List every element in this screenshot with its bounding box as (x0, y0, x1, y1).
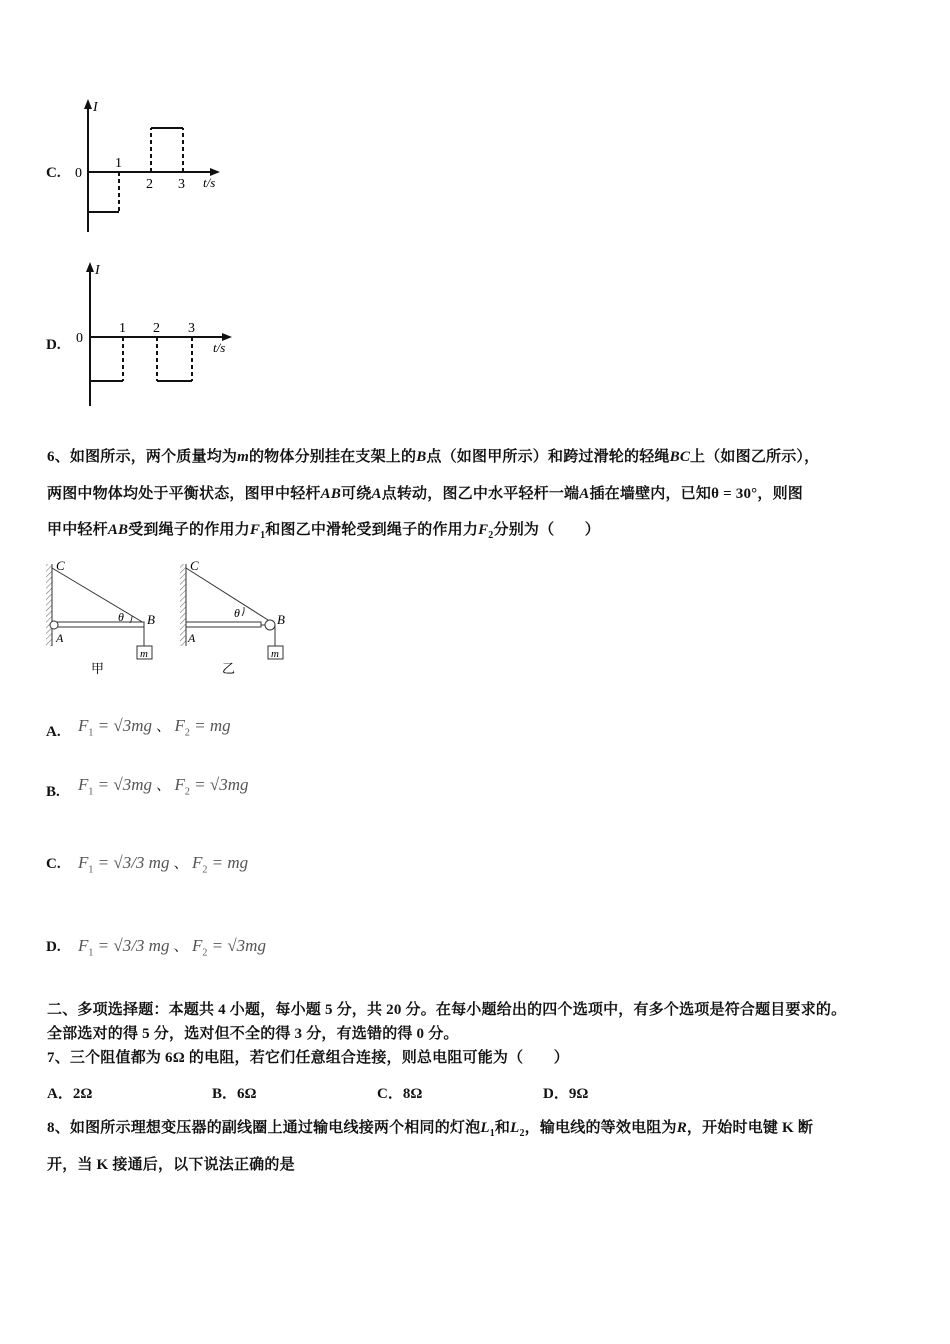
text: 两图中物体均处于平衡状态，图甲中轻杆 (47, 486, 321, 502)
var-b: B (416, 449, 427, 465)
section2-heading-line1: 二、多项选择题：本题共 4 小题，每小题 5 分，共 20 分。在每小题给出的四个选项中，有多个选项是符合题目要求的。 (47, 1002, 847, 1018)
var-f2: F (478, 522, 489, 538)
q6-option-a-formula: $F_1 = √3mg$ 、 $F_2$ = mg (78, 716, 231, 739)
text: 和图乙中滑轮受到绳子的作用力 (265, 522, 479, 538)
text: 点转动，图乙中水平轻杆一端 (381, 486, 580, 502)
label-b: B (147, 612, 155, 627)
var-a: A (371, 486, 382, 502)
label-c: C (190, 558, 199, 573)
q6-stem-line1 (47, 445, 819, 466)
option-d-graph (60, 258, 240, 410)
q6-figures (44, 556, 314, 681)
tick-2: 2 (146, 177, 153, 192)
q6-option-b-label[interactable]: B. (46, 784, 60, 800)
var-r: R (676, 1120, 687, 1136)
f2-value: √3mg (227, 936, 266, 955)
label-m: m (271, 648, 279, 660)
option-d-label: D. (46, 337, 61, 353)
theta-value: θ = 30° (711, 486, 758, 502)
text: 受到绳子的作用力 (128, 522, 250, 538)
x-axis-label: t/s (203, 175, 216, 190)
q8-stem-line2: 开，当 K 接通后，以下说法正确的是 (47, 1157, 295, 1173)
text: ，输电线的等效电阻为 (524, 1120, 677, 1136)
text: 点（如图甲所示）和跨过滑轮的轻绳 (426, 449, 670, 465)
separator: 、 (173, 857, 188, 872)
var-ab: AB (107, 522, 129, 538)
caption-jia: 甲 (91, 661, 105, 676)
var-bc: BC (669, 449, 691, 465)
f1-value: √3mg (113, 775, 152, 794)
f1-value: √3/3 mg (113, 853, 170, 872)
f1-value: √3/3 mg (113, 936, 170, 955)
section2-heading-line2: 全部选对的得 5 分，选对但不全的得 3 分，有选错的得 0 分。 (47, 1026, 459, 1042)
option-c-graph (60, 95, 230, 240)
q7-stem: 7、三个阻值都为 6Ω 的电阻，若它们任意组合连接，则总电阻可能为（ ） (47, 1050, 569, 1066)
tick-2: 2 (153, 321, 160, 336)
origin-label: 0 (75, 166, 82, 181)
option-c-label: C. (46, 165, 61, 181)
var-f1: F (249, 522, 261, 538)
text: 的物体分别挂在支架上的 (248, 449, 417, 465)
label-a: A (56, 631, 64, 645)
text: 上（如图乙所示）， (690, 449, 820, 465)
tick-3: 3 (188, 321, 195, 336)
text: 可绕 (341, 486, 372, 502)
q7-option-a[interactable]: A．2Ω (47, 1086, 93, 1102)
text: ，则图 (757, 486, 803, 502)
q8-stem-line1: 8、如图所示理想变压器的副线圈上通过输电线接两个相同的灯泡$L_1$和$L_2$，输电线的等效电阻为R，开始时电键 K 断 (47, 1120, 814, 1139)
tick-3: 3 (178, 177, 185, 192)
var-ab: AB (320, 486, 342, 502)
q6-option-d-label[interactable]: D. (46, 939, 61, 955)
text: 甲中轻杆 (47, 522, 108, 538)
f2-value: √3mg (209, 775, 249, 794)
tick-1: 1 (119, 321, 126, 336)
q6-option-c-formula: $F_1 = √3/3$ mg 、 $F_2$ = mg (78, 853, 249, 876)
text: 6、如图所示，两个质量均为 (47, 449, 238, 465)
q6-option-a-label[interactable]: A. (46, 724, 61, 740)
y-axis-label: I (95, 263, 100, 278)
text: 和 (494, 1120, 511, 1136)
label-theta: θ (118, 610, 124, 624)
q6-option-d-formula: $F_1 = √3/3$ mg 、 $F_2 = √3mg$ (78, 936, 266, 959)
text: ，开始时电键 K 断 (686, 1120, 814, 1136)
figure-yi (180, 558, 285, 676)
label-a: A (188, 631, 196, 645)
var-m: m (237, 449, 249, 465)
var-l1: L (480, 1120, 490, 1136)
var-l2: L (510, 1120, 520, 1136)
q7-option-c[interactable]: C．8Ω (377, 1086, 423, 1102)
var-a: A (579, 486, 590, 502)
f2-value: mg (227, 853, 249, 872)
q6-stem-line2 (47, 482, 803, 503)
x-axis-label: t/s (213, 340, 226, 355)
caption-yi: 乙 (222, 661, 236, 676)
q6-stem-line3: 甲中轻杆AB受到绳子的作用力$F_1$和图乙中滑轮受到绳子的作用力$F_2$分别为（ ） (47, 522, 600, 541)
f2-value: mg (209, 716, 231, 735)
separator: 、 (173, 940, 188, 955)
label-c: C (56, 558, 65, 573)
q6-option-c-label[interactable]: C. (46, 856, 61, 872)
label-theta: θ (234, 606, 240, 620)
figure-jia (46, 558, 155, 676)
text: 8、如图所示理想变压器的副线圈上通过输电线接两个相同的灯泡 (47, 1120, 481, 1136)
label-m: m (140, 648, 148, 660)
q7-option-b[interactable]: B．6Ω (212, 1086, 257, 1102)
label-b: B (277, 612, 285, 627)
f1-value: √3mg (113, 716, 152, 735)
y-axis-label: I (93, 100, 98, 115)
separator: 、 (156, 720, 171, 735)
q7-option-d[interactable]: D．9Ω (543, 1086, 589, 1102)
text: 分别为（ ） (493, 522, 600, 538)
separator: 、 (156, 779, 171, 794)
tick-1: 1 (115, 156, 122, 171)
q6-option-b-formula: $F_1 = √3mg$ 、 $F_2 = √3mg$ (78, 775, 249, 798)
text: 插在墙壁内，已知 (589, 486, 712, 502)
origin-label: 0 (76, 331, 83, 346)
